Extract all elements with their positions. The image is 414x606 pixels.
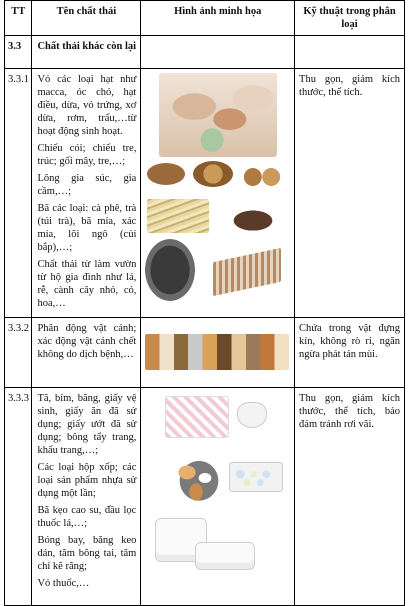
row-image-cell (141, 318, 295, 388)
row-name-item: Chiếu cói; chiếu tre, trúc; gối mây, tre,…; (37, 143, 137, 167)
header-tech: Kỹ thuật trong phân loại (295, 1, 405, 36)
row-tt: 3.3.1 (5, 69, 32, 318)
walnut-image (193, 161, 233, 187)
face-mask-image (237, 402, 267, 428)
row-tech: Chứa trong vật đựng kín, không rò rỉ, ngăn ngừa phát tán mùi. (295, 318, 405, 388)
header-image: Hình ảnh minh họa (141, 1, 295, 36)
row-tt: 3.3.3 (5, 388, 32, 606)
row-name-item: Bã kẹo cao su, đầu lọc thuốc lá,…; (37, 505, 137, 529)
section-name: Chất thải khác còn lại (32, 36, 141, 69)
row-name-item: Lông gia súc, gia cầm,…; (37, 173, 137, 197)
row-tech: Thu gọn, giảm kích thước, thể tích, bảo đảm tránh rơi vãi. (295, 388, 405, 606)
row-name-item: Vỏ các loại hạt như macca, óc chó, hạt điều, dừa, vỏ trứng, xơ dừa, rơm, trấu,…từ hoạt động sinh hoạt. (37, 74, 137, 137)
row-name-item: Chất thải từ làm vườn từ hộ gia đình như lá, rễ, cành cây nhỏ, cỏ, hoa,… (37, 259, 137, 309)
row-name-cell (32, 69, 141, 318)
section-tt: 3.3 (5, 36, 32, 69)
row-name-item: Bóng bay, băng keo dán, tăm bông tai, tăm chỉ kẽ răng; (37, 535, 137, 572)
row-name-cell (32, 318, 141, 388)
row-image-cell (141, 388, 295, 606)
pets-image (145, 334, 289, 370)
row-name-cell (32, 388, 141, 606)
section-row (5, 36, 405, 69)
row-tt: 3.3.2 (5, 318, 32, 388)
coconut-image (147, 163, 185, 185)
fur-image (145, 239, 195, 301)
header-name: Tên chất thải (32, 1, 141, 36)
section-image-cell (141, 36, 295, 69)
table-row (5, 318, 405, 388)
row-name-item: Bã các loại: cà phê, trà (túi trà), bã mía, xác mía, lõi ngô (củi bắp),…; (37, 203, 137, 253)
row-name-item: Vỏ thuốc,… (37, 578, 90, 589)
coffee-grounds-image (223, 205, 283, 231)
section-tech-cell (295, 36, 405, 69)
table-row (5, 69, 405, 318)
cigarette-butts-image (169, 450, 229, 506)
row-image-cell (141, 69, 295, 318)
eggshell-nutshell-image (159, 73, 277, 157)
header-tt: TT (5, 1, 32, 36)
diaper-image (165, 396, 229, 438)
table-header-row (5, 1, 405, 36)
macadamia-image (239, 163, 285, 191)
blister-pack-image (229, 462, 283, 492)
sugarcane-bagasse-image (213, 248, 281, 296)
row-tech: Thu gọn, giảm kích thước, thể tích. (295, 69, 405, 318)
row-name-item: Các loại hộp xốp; các loại sản phẩm nhựa sử dụng một lần; (37, 462, 137, 499)
row-name-item: Tã, bỉm, băng, giấy vệ sinh, giấy ăn đã sử dụng; giấy ướt đã sử dụng; bông tẩy trang, khẩu trang,…; (37, 393, 137, 456)
table-row (5, 388, 405, 606)
row-name-item: Phân động vật cảnh; xác động vật cảnh chết không do dịch bệnh,… (37, 323, 137, 360)
bamboo-mat-image (147, 199, 209, 233)
waste-classification-table (4, 0, 405, 606)
foam-tray-image (195, 542, 255, 570)
